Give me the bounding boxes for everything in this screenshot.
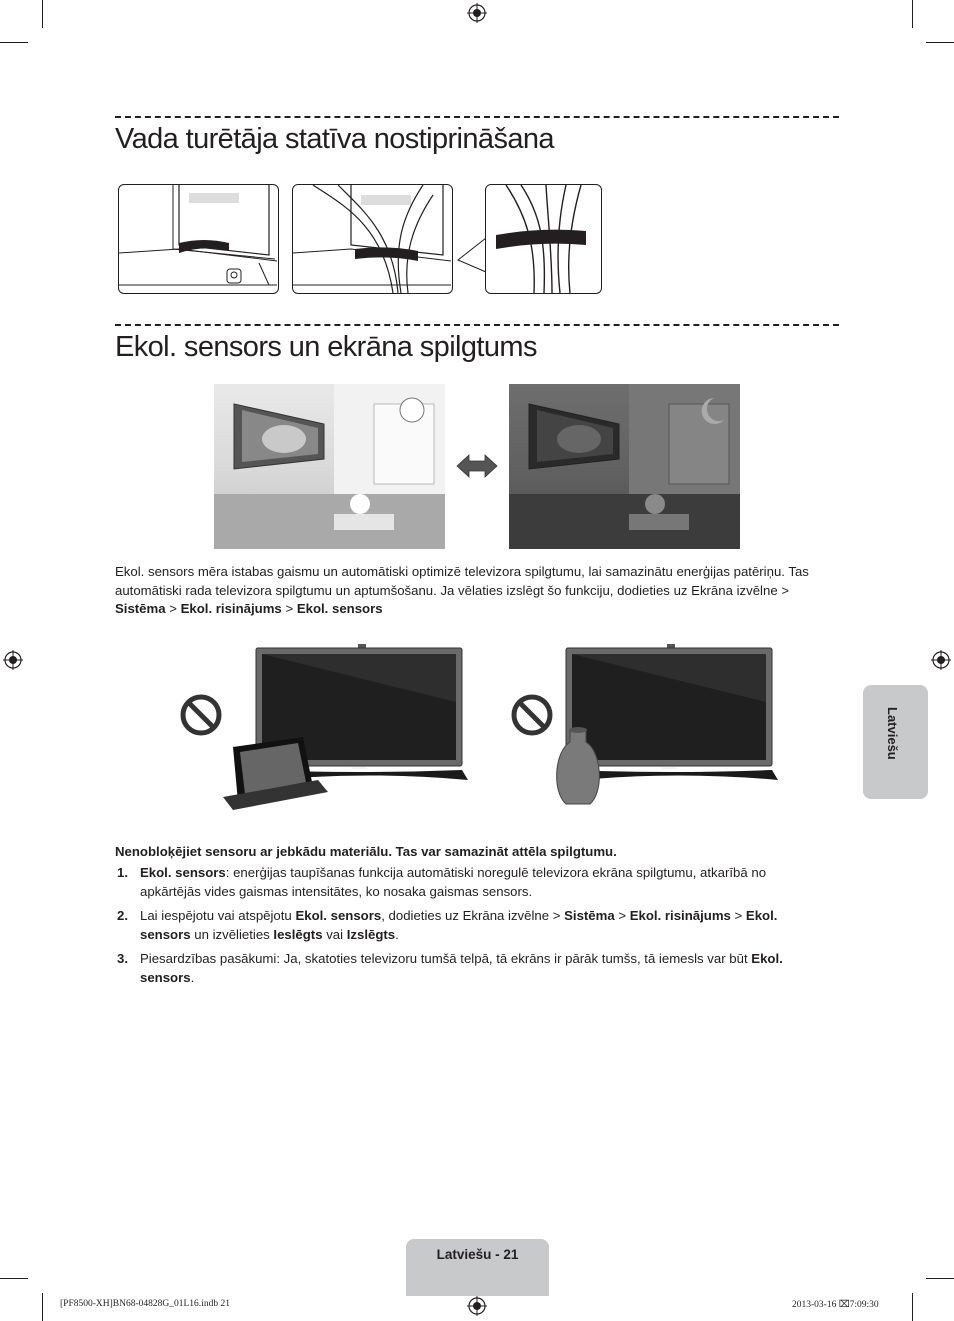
- section-title-eco-sensor: Ekol. sensors un ekrāna spilgtums: [115, 331, 537, 363]
- crop-mark: [0, 1278, 28, 1279]
- section-divider: [115, 324, 839, 326]
- list-item: 3. Piesardzības pasākumi: Ja, skatoties televizoru tumšā telpā, tā ekrāns ir pārāk tumšs, tā iemesls var būt Ekol. sensors.: [117, 951, 783, 985]
- tv-blocked-by-photo-frame: [178, 642, 468, 812]
- crop-mark: [926, 1278, 954, 1279]
- cable-holder-illustration-step2: [292, 184, 453, 294]
- tv-brand-label: SAMSUNG: [661, 766, 677, 770]
- footer-timestamp: 2013-03-16 ⌧7:09:30: [792, 1300, 879, 1310]
- section-title-cable-holder: Vada turētāja statīva nostiprināšana: [115, 123, 554, 155]
- tv-brand-label: SAMSUNG: [351, 766, 367, 770]
- language-side-tab-label: Latviešu: [885, 707, 900, 760]
- registration-mark-icon: [3, 650, 23, 670]
- crop-mark: [0, 42, 28, 43]
- cable-holder-illustration-step1: [118, 184, 279, 294]
- crop-mark: [912, 1293, 913, 1321]
- registration-mark-icon: [467, 3, 487, 23]
- page-number: Latviešu - 21: [436, 1247, 519, 1262]
- registration-mark-icon: [467, 1296, 487, 1316]
- list-item: 1. Ekol. sensors: enerģijas taupīšanas funkcija automātiski noregulē televizora ekrāna spilgtumu, atkarībā no apkārtējās vides gaismas intensitātes, ko nosaka gaismas sensors.: [117, 865, 767, 899]
- room-photo-bright: [214, 384, 445, 549]
- language-side-tab: [863, 685, 928, 799]
- crop-mark: [912, 0, 913, 28]
- tv-blocked-by-vase: [510, 642, 778, 812]
- registration-mark-icon: [931, 650, 951, 670]
- page-number-box: [406, 1239, 549, 1296]
- eco-sensor-description: Ekol. sensors mēra istabas gaismu un automātiski optimizē televizora spilgtumu, lai samazinātu enerģijas patēriņu. Tas automātiski rada televizora spilgtumu un aptumšošanu. Ja vēlaties izslēgt šo funkciju, dodieties uz Ekrāna izvēlne > Sistēma > Ekol. risinājums > Ekol. sensors: [115, 564, 809, 616]
- crop-mark: [42, 0, 43, 28]
- cable-holder-illustration-zoom: [485, 184, 602, 294]
- footer-file-info: [PF8500-XH]BN68-04828G_01L16.indb 21: [60, 1299, 230, 1309]
- warning-text: Nenobloķējiet sensoru ar jebkādu materiālu. Tas var samazināt attēla spilgtumu.: [115, 844, 617, 859]
- instruction-list: [115, 863, 815, 992]
- crop-mark: [42, 1293, 43, 1321]
- section-divider: [115, 116, 839, 118]
- list-item: 2. Lai iespējotu vai atspējotu Ekol. sensors, dodieties uz Ekrāna izvēlne > Sistēma > Ekol. risinājums > Ekol. sensors un izvēlieties Ieslēgts vai Izslēgts.: [117, 908, 778, 942]
- crop-mark: [926, 42, 954, 43]
- double-arrow-icon: [455, 452, 499, 480]
- room-photo-dark: [509, 384, 740, 549]
